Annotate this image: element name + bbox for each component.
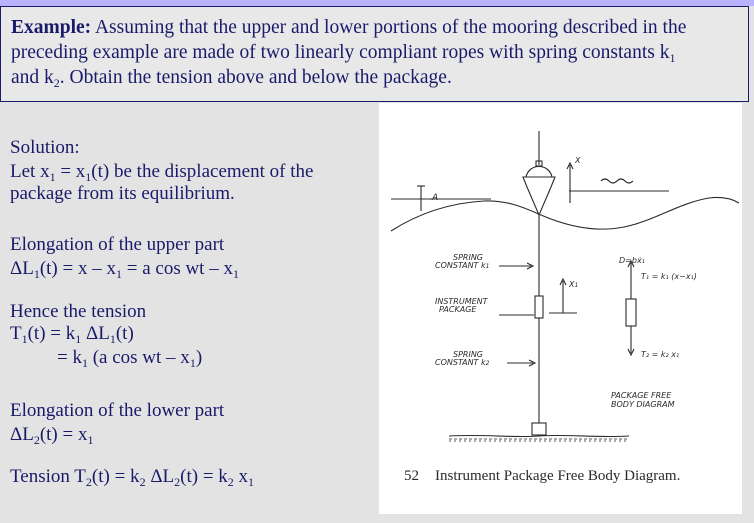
- upper-b: (t) = x – x: [39, 258, 116, 279]
- upper-a: ΔL: [10, 258, 34, 279]
- example-label: Example:: [11, 17, 92, 38]
- fbd-label-2: BODY DIAGRAM: [611, 400, 675, 409]
- t1b-sub1: 1: [81, 356, 88, 370]
- lower-sub2: 1: [87, 433, 94, 447]
- spring-k1-label-1: SPRING: [453, 253, 484, 262]
- example-statement: [11, 15, 741, 90]
- t2-sub4: 2: [227, 475, 234, 489]
- let-sub1: 1: [49, 170, 56, 184]
- label-x1: [569, 281, 578, 290]
- upper-sub1: 1: [33, 267, 40, 281]
- t2-sub2: 2: [139, 475, 146, 489]
- t1-equation: [10, 322, 134, 346]
- upper-heading: Elongation of the upper part: [10, 234, 225, 255]
- let-line: [10, 160, 313, 184]
- spring-k2-label-2: [435, 359, 489, 368]
- spring-k1-k: k: [481, 261, 486, 270]
- t2-b: (t) = k: [91, 466, 140, 487]
- spring-k1-constant: CONSTANT: [435, 261, 479, 270]
- hence-line: Hence the tension: [10, 301, 147, 322]
- tension-2-label: T₂ = k₂ x₁: [641, 350, 680, 359]
- t2-e: x: [233, 466, 249, 487]
- lower-equation: [10, 423, 93, 447]
- figure-panel: [379, 103, 742, 514]
- example-text-3b: . Obtain the tension above and below the package.: [59, 67, 452, 88]
- instrument-package: [535, 296, 543, 318]
- lower-heading: Elongation of the lower part: [10, 400, 225, 421]
- lower-b: (t) = x: [39, 424, 88, 445]
- spring-k2-sub: 2: [485, 360, 490, 367]
- upper-c: = a cos wt – x: [121, 258, 233, 279]
- example-k1-sub: 1: [669, 51, 676, 65]
- spring-k1-sub: 1: [485, 263, 490, 270]
- wave-squiggle: [601, 179, 633, 183]
- t1-equation-2: [57, 346, 202, 370]
- let-a: Let x: [10, 161, 50, 182]
- t1b-b: (a cos wt – x: [87, 347, 190, 368]
- figure-caption-text: Instrument Package Free Body Diagram.: [435, 468, 681, 484]
- figure-caption: [404, 468, 680, 485]
- example-text-1: Assuming that the upper and lower portions of the mooring described in the: [91, 17, 687, 38]
- t1-sub3: 1: [109, 332, 116, 346]
- solution-heading: Solution:: [10, 137, 80, 158]
- t1-a: T: [10, 323, 22, 344]
- t2-equation: [10, 465, 254, 489]
- t1-b: (t) = k: [27, 323, 76, 344]
- figure-number: 52: [404, 468, 419, 484]
- instrument-label-2: PACKAGE: [439, 305, 477, 314]
- seabed-texture: [449, 439, 629, 441]
- t1-c: ΔL: [81, 323, 110, 344]
- lower-a: ΔL: [10, 424, 34, 445]
- t2-c: ΔL: [145, 466, 175, 487]
- t1-d: (t): [115, 323, 134, 344]
- t2-a: Tension T: [10, 466, 86, 487]
- anchor: [532, 423, 546, 435]
- fbd-label-1: PACKAGE FREE: [611, 391, 672, 400]
- label-x1-sub: 1: [574, 282, 579, 289]
- label-x: X: [575, 156, 581, 165]
- example-text-2: preceding example are made of two linearly compliant ropes with spring constants k: [11, 42, 670, 63]
- upper-equation: [10, 257, 239, 281]
- seabed: [449, 435, 629, 436]
- spring-k2-k: k: [481, 358, 486, 367]
- let-sub2: 1: [85, 170, 92, 184]
- label-a: A: [432, 193, 439, 203]
- t1-sub1: 1: [21, 332, 28, 346]
- spring-k1-label-2: [435, 262, 489, 271]
- wave-surface: [391, 197, 739, 231]
- spring-k2-label-1: SPRING: [453, 350, 484, 359]
- t2-sub1: 2: [85, 475, 92, 489]
- t1b-c: ): [195, 347, 203, 368]
- label-x1-x: X: [569, 280, 575, 289]
- t2-sub5: 1: [248, 475, 255, 489]
- t1-sub2: 1: [75, 332, 82, 346]
- upper-sub2: 1: [115, 267, 122, 281]
- example-text-3a: and k: [11, 67, 54, 88]
- lower-sub1: 2: [33, 433, 40, 447]
- t1b-a: = k: [57, 347, 82, 368]
- t2-sub3: 2: [174, 475, 181, 489]
- buoy-top: [526, 167, 552, 178]
- mooring-diagram: [379, 103, 742, 514]
- tension-1-label: T₁ = k₁ (x−x₁): [641, 272, 697, 281]
- example-k2-sub: 2: [53, 76, 60, 90]
- spring-k2-constant: CONSTANT: [435, 358, 479, 367]
- t2-d: (t) = k: [180, 466, 228, 487]
- damping-label: D=bẋ₁: [619, 256, 645, 265]
- let-line-2: package from its equilibrium.: [10, 183, 235, 204]
- upper-sub3: 1: [232, 267, 239, 281]
- t1b-sub2: 1: [189, 356, 196, 370]
- let-b: = x: [55, 161, 86, 182]
- example-box: [0, 6, 749, 102]
- fbd-package: [626, 299, 636, 326]
- instrument-label-1: INSTRUMENT: [435, 297, 488, 306]
- let-c: (t) be the displacement of the: [91, 161, 314, 182]
